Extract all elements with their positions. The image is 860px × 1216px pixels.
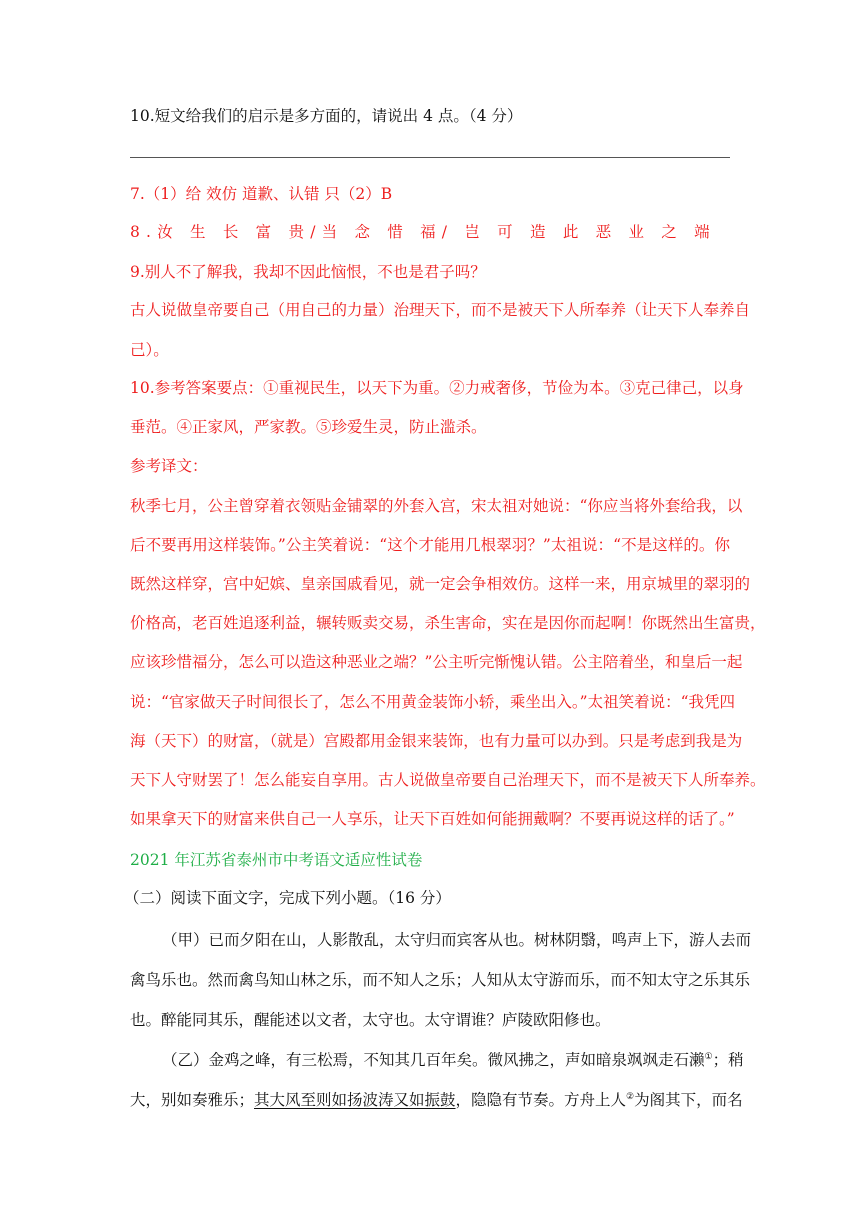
answer-10-line-2: 垂范。④正家风，严家教。⑤珍爱生灵，防止滥杀。 xyxy=(130,418,487,436)
passage-jia-line-2: 禽鸟乐也。然而禽鸟知山林之乐，而不知人之乐；人知从太守游而乐，而不知太守之乐其乐 xyxy=(130,971,751,989)
passage-yi-line-1 xyxy=(162,1050,744,1070)
answer-10-line-1: 10.参考答案要点：①重视民生，以天下为重。②力戒奢侈，节俭为本。③克己律己，以身 xyxy=(130,379,744,397)
translation-line: 天下人守财罢了！怎么能妄自享用。古人说做皇帝要自己治理天下，而不是被天下人所奉养。 xyxy=(130,771,766,789)
translation-line: 既然这样穿，宫中妃嫔、皇亲国戚看见，就一定会争相效仿。这样一来，用京城里的翠羽的 xyxy=(130,575,751,593)
translation-line: 后不要再用这样装饰。”公主笑着说：“这个才能用几根翠羽？”太祖说：“不是这样的。你 xyxy=(130,536,730,554)
divider-line xyxy=(130,157,730,158)
passage-jia-line-1: （甲）已而夕阳在山，人影散乱，太守归而宾客从也。树林阴翳，鸣声上下，游人去而 xyxy=(162,931,752,949)
passage-yi-text: 大，别如奏雅乐； xyxy=(130,1091,255,1109)
translation-heading: 参考译文： xyxy=(130,457,208,475)
translation-line: 应该珍惜福分，怎么可以造这种恶业之端？”公主听完惭愧认错。公主陪着坐，和皇后一起 xyxy=(130,653,743,671)
answer-8: 8.汝 生 长 富 贵/当 念 惜 福/ 岂 可 造 此 恶 业 之 端 xyxy=(130,223,716,241)
translation-line: 秋季七月，公主曾穿着衣领贴金铺翠的外套入宫，宋太祖对她说：“你应当将外套给我，以 xyxy=(130,497,743,515)
passage-yi-line-2 xyxy=(130,1090,743,1110)
answer-9-line-1: 9.别人不了解我，我却不因此恼恨，不也是君子吗？ xyxy=(130,263,486,281)
answer-9-line-3: 己）。 xyxy=(130,341,169,359)
exam-title: 2021 年江苏省泰州市中考语文适应性试卷 xyxy=(130,851,423,869)
passage-yi-text: 为阁其下，而名 xyxy=(634,1091,743,1109)
passage-yi-text: ；稍 xyxy=(712,1051,744,1069)
passage-jia-line-3: 也。醉能同其乐，醒能述以文者，太守也。太守谓谁？庐陵欧阳修也。 xyxy=(130,1011,611,1029)
footnote-marker-1: ① xyxy=(704,1052,713,1062)
footnote-marker-2: ② xyxy=(626,1092,635,1102)
passage-yi-text: ，隐隐有节奏。方舟上人 xyxy=(455,1091,627,1109)
translation-line: 如果拿天下的财富来供自己一人享乐，让天下百姓如何能拥戴啊？不要再说这样的话了。” xyxy=(130,810,735,828)
section-2-title: （二）阅读下面文字，完成下列小题。（16 分） xyxy=(124,889,451,907)
underlined-sentence: 其大风至则如扬波涛又如振鼓 xyxy=(254,1091,456,1109)
translation-line: 说：“官家做天子时间很长了，怎么不用黄金装饰小轿，乘坐出入。”太祖笑着说：“我凭四 xyxy=(130,693,736,711)
translation-line: 价格高，老百姓追逐利益，辗转贩卖交易，杀生害命，实在是因你而起啊！你既然出生富贵， xyxy=(130,614,766,632)
translation-line: 海（天下）的财富，（就是）宫殿都用金银来装饰，也有力量可以办到。只是考虑到我是为 xyxy=(130,732,743,750)
answer-7: 7.（1）给 效仿 道歉、认错 只（2）B xyxy=(130,185,393,203)
passage-yi-text: （乙）金鸡之峰，有三松焉，不知其几百年矣。微风拂之，声如暗泉飒飒走石濑 xyxy=(162,1051,705,1069)
answer-9-line-2: 古人说做皇帝要自己（用自己的力量）治理天下，而不是被天下人所奉养（让天下人奉养自 xyxy=(130,301,751,319)
question-10: 10.短文给我们的启示是多方面的，请说出 4 点。（4 分） xyxy=(130,107,523,125)
